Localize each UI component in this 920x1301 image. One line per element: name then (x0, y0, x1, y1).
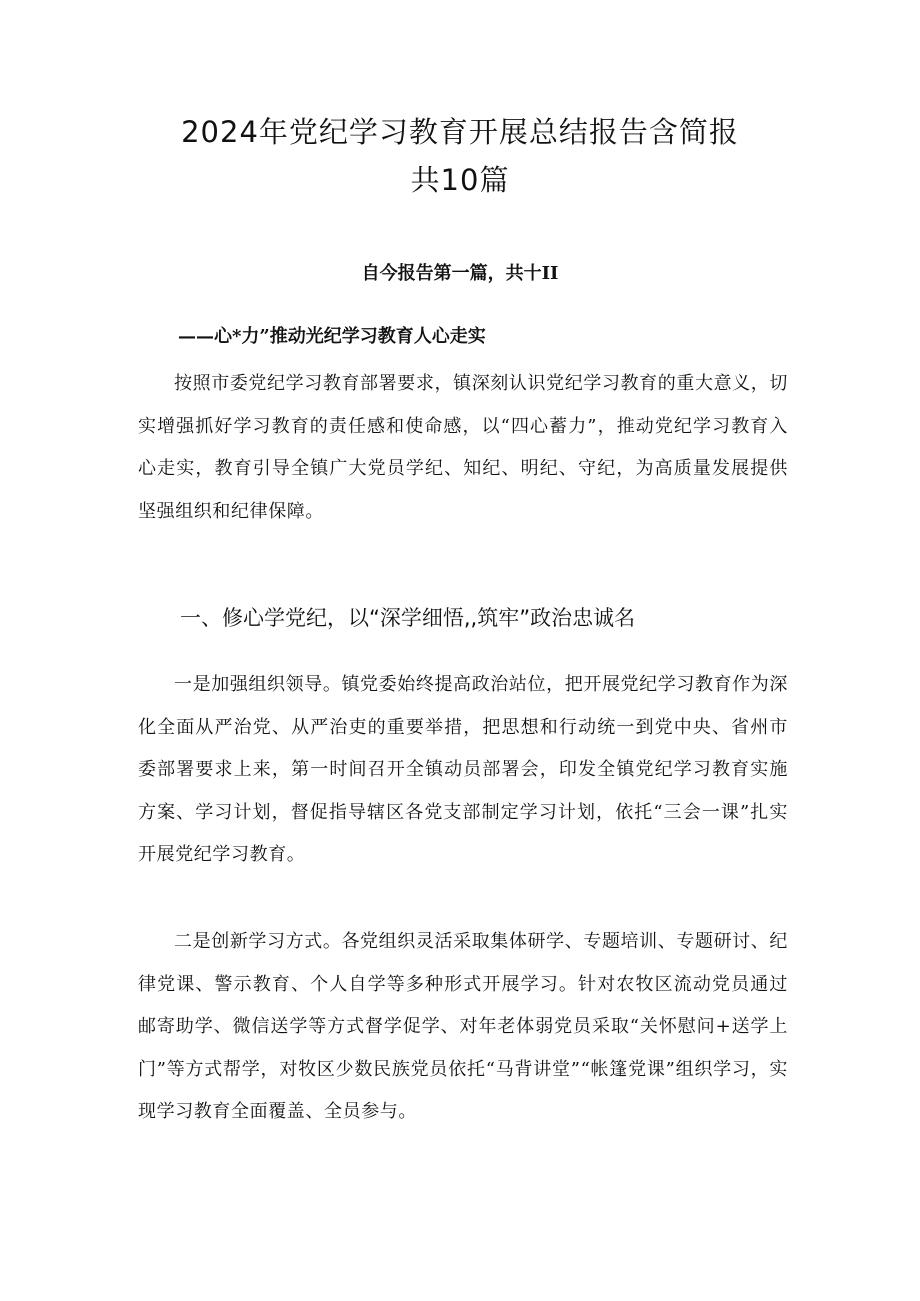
section-heading-1: 一、修心学党纪，以“深学细悟,,筑牢”政治忠诚名 (180, 606, 636, 630)
paragraph-organization: 一是加强组织领导。镇党委始终提高政治站位，把开展党纪学习教育作为深化全面从严治党、从严治吏的重要举措，把思想和行动统一到党中央、省州市委部署要求上来，第一时间召开全镇动员部署会，印发全镇党纪学习教育实施方案、学习计划，督促指导辖区各党支部制定学习计划，依托“三会一课”扎实开展党纪学习教育。 (138, 674, 788, 865)
section-label: 自今报告第一篇，共十II (361, 263, 559, 284)
paragraph-intro: 按照市委党纪学习教育部署要求，镇深刻认识党纪学习教育的重大意义，切实增强抓好学习教育的责任感和使命感，以“四心蓄力”，推动党纪学习教育入心走实，教育引导全镇广大党员学纪、知纪、明纪、守纪，为高质量发展提供坚强组织和纪律保障。 (138, 373, 788, 522)
document-title-line2: 共10篇 (410, 163, 510, 197)
subtitle: ——心*力”推动光纪学习教育人心走实 (178, 326, 486, 347)
document-title-line1: 2024年党纪学习教育开展总结报告含简报 (181, 115, 739, 149)
paragraph-learning-methods: 二是创新学习方式。各党组织灵活采取集体研学、专题培训、专题研讨、纪律党课、警示教育、个人自学等多种形式开展学习。针对农牧区流动党员通过邮寄助学、微信送学等方式督学促学、对年老体弱党员采取“关怀慰问+送学上门”等方式帮学，对牧区少数民族党员依托“马背讲堂”“帐篷党课”组织学习，实现学习教育全面覆盖、全员参与。 (138, 931, 788, 1122)
